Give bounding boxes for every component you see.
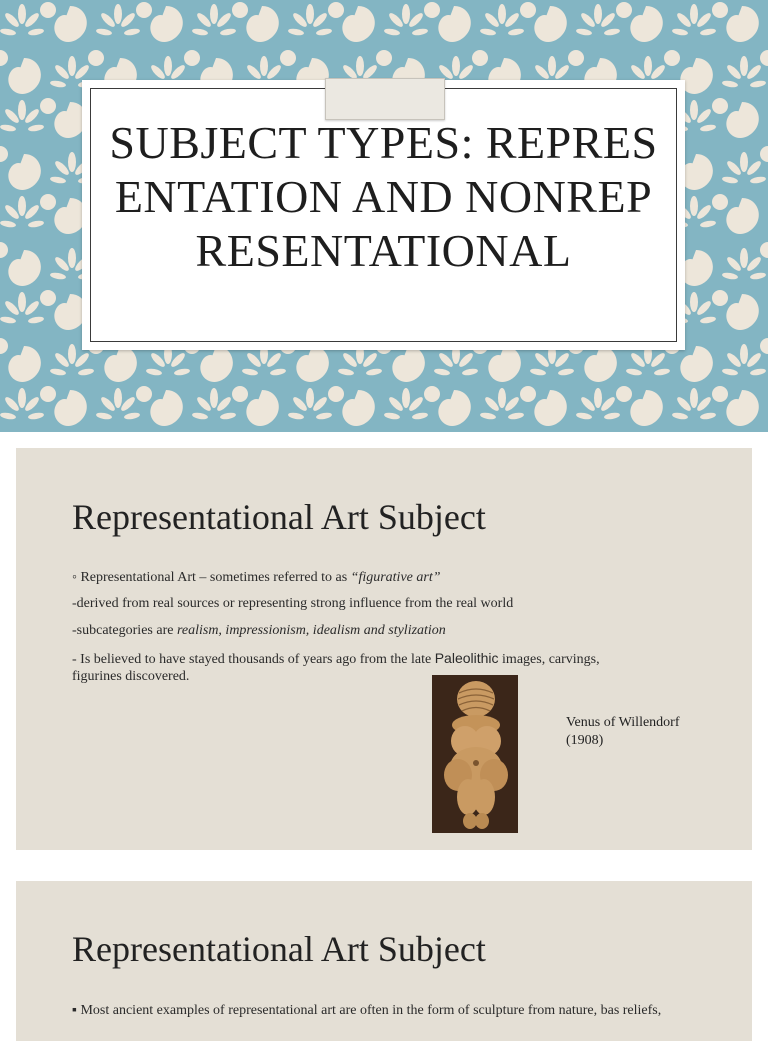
slide-heading: Representational Art Subject bbox=[72, 497, 486, 537]
caption-title: Venus of Willendorf bbox=[566, 715, 680, 730]
title-card bbox=[82, 80, 685, 350]
caption-year: (1908) bbox=[566, 733, 604, 748]
slide-title: SUBJECT TYPES: REPRESENTATION AND NONREPRESENTATIONAL bbox=[109, 117, 658, 276]
title-tab-decoration bbox=[325, 78, 445, 120]
paleolithic-prefix: - Is believed to have stayed thousands of years ago from the late bbox=[72, 652, 435, 667]
image-caption bbox=[566, 714, 680, 750]
subcategories-list: realism, impressionism, idealism and stylization bbox=[176, 623, 446, 638]
slide-heading: Representational Art Subject bbox=[72, 929, 486, 969]
bullet-figurative-art bbox=[72, 570, 441, 586]
paleolithic-word: Paleolithic bbox=[434, 650, 499, 666]
bullet-emphasis: “figurative art” bbox=[350, 570, 441, 585]
bullet-ancient-examples: ▪ Most ancient examples of representational art are often in the form of sculpture from nature, bas reliefs, bbox=[72, 1003, 662, 1018]
line-paleolithic bbox=[72, 650, 600, 668]
line-figurines: figurines discovered. bbox=[72, 669, 190, 684]
paleolithic-suffix: images, carvings, bbox=[498, 652, 600, 667]
content-slide-representational-2 bbox=[16, 881, 752, 1041]
venus-of-willendorf-image bbox=[432, 675, 518, 833]
title-slide bbox=[0, 0, 768, 432]
line-derived-sources: -derived from real sources or representing strong influence from the real world bbox=[72, 596, 514, 611]
bullet-text: ◦ Representational Art – sometimes referred to as bbox=[72, 570, 351, 585]
content-slide-representational bbox=[16, 448, 752, 850]
line-subcategories bbox=[72, 623, 446, 639]
subcategories-text: -subcategories are bbox=[72, 623, 177, 638]
